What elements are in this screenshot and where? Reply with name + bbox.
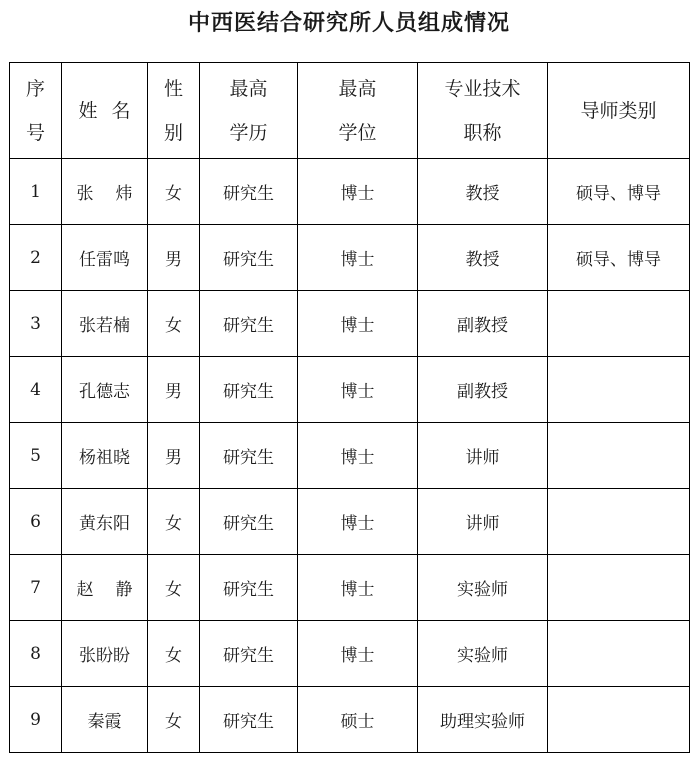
name-part: 赵 (76, 580, 94, 600)
name-part: 张若楠 (79, 316, 130, 336)
table-row (10, 687, 690, 753)
cell-supervisor (548, 621, 690, 687)
cell-seq: 5 (10, 423, 62, 489)
cell-supervisor (548, 489, 690, 555)
cell-title: 教授 (418, 225, 548, 291)
cell-supervisor (548, 423, 690, 489)
cell-gender: 女 (148, 159, 200, 225)
cell-gender: 女 (148, 555, 200, 621)
name-part: 秦霞 (87, 712, 122, 732)
cell-supervisor: 硕导、博导 (548, 225, 690, 291)
name-part: 孔德志 (79, 382, 130, 402)
cell-degree: 博士 (298, 291, 418, 357)
cell-gender: 女 (148, 489, 200, 555)
cell-seq: 3 (10, 291, 62, 357)
cell-supervisor: 硕导、博导 (548, 159, 690, 225)
cell-seq: 8 (10, 621, 62, 687)
name-part: 静 (115, 580, 133, 600)
name-part: 张 (76, 184, 94, 204)
cell-gender: 男 (148, 225, 200, 291)
cell-education: 研究生 (200, 687, 298, 753)
cell-name (62, 489, 148, 555)
table-row (10, 423, 690, 489)
cell-name (62, 159, 148, 225)
cell-degree: 硕士 (298, 687, 418, 753)
cell-education: 研究生 (200, 357, 298, 423)
name-part: 任雷鸣 (79, 250, 130, 270)
cell-degree: 博士 (298, 489, 418, 555)
cell-seq: 6 (10, 489, 62, 555)
name-part: 炜 (115, 184, 133, 204)
header-row (10, 63, 690, 159)
cell-name (62, 225, 148, 291)
cell-supervisor (548, 555, 690, 621)
table-row (10, 555, 690, 621)
cell-seq: 7 (10, 555, 62, 621)
cell-seq: 4 (10, 357, 62, 423)
cell-name (62, 687, 148, 753)
cell-title: 副教授 (418, 291, 548, 357)
name-part: 黄东阳 (79, 514, 130, 534)
header-education: 最高 学历 (200, 63, 298, 159)
cell-title: 实验师 (418, 555, 548, 621)
cell-education: 研究生 (200, 555, 298, 621)
header-gender: 性 别 (148, 63, 200, 159)
cell-title: 讲师 (418, 423, 548, 489)
cell-seq: 9 (10, 687, 62, 753)
cell-degree: 博士 (298, 555, 418, 621)
staff-table (9, 62, 690, 753)
header-seq: 序 号 (10, 63, 62, 159)
cell-name (62, 621, 148, 687)
table-row (10, 357, 690, 423)
table-row (10, 159, 690, 225)
cell-degree: 博士 (298, 159, 418, 225)
cell-education: 研究生 (200, 291, 298, 357)
cell-gender: 女 (148, 687, 200, 753)
cell-gender: 男 (148, 357, 200, 423)
cell-title: 副教授 (418, 357, 548, 423)
cell-supervisor (548, 687, 690, 753)
table-row (10, 291, 690, 357)
header-supervisor: 导师类别 (548, 63, 690, 159)
cell-degree: 博士 (298, 357, 418, 423)
cell-education: 研究生 (200, 159, 298, 225)
cell-education: 研究生 (200, 423, 298, 489)
cell-name (62, 291, 148, 357)
cell-supervisor (548, 357, 690, 423)
header-title: 专业技术 职称 (418, 63, 548, 159)
cell-name (62, 555, 148, 621)
cell-title: 讲师 (418, 489, 548, 555)
cell-title: 实验师 (418, 621, 548, 687)
cell-degree: 博士 (298, 225, 418, 291)
cell-gender: 女 (148, 291, 200, 357)
cell-gender: 男 (148, 423, 200, 489)
table-row (10, 621, 690, 687)
header-degree: 最高 学位 (298, 63, 418, 159)
name-part: 杨祖晓 (79, 448, 130, 468)
header-name: 姓名 (62, 63, 148, 159)
cell-title: 教授 (418, 159, 548, 225)
table-row (10, 225, 690, 291)
cell-degree: 博士 (298, 423, 418, 489)
cell-degree: 博士 (298, 621, 418, 687)
cell-name (62, 357, 148, 423)
document-title: 中西医结合研究所人员组成情况 (187, 10, 510, 36)
cell-seq: 1 (10, 159, 62, 225)
cell-education: 研究生 (200, 621, 298, 687)
cell-education: 研究生 (200, 489, 298, 555)
cell-name (62, 423, 148, 489)
cell-supervisor (548, 291, 690, 357)
cell-title: 助理实验师 (418, 687, 548, 753)
name-part: 张盼盼 (79, 646, 130, 666)
table-row (10, 489, 690, 555)
cell-education: 研究生 (200, 225, 298, 291)
cell-seq: 2 (10, 225, 62, 291)
cell-gender: 女 (148, 621, 200, 687)
